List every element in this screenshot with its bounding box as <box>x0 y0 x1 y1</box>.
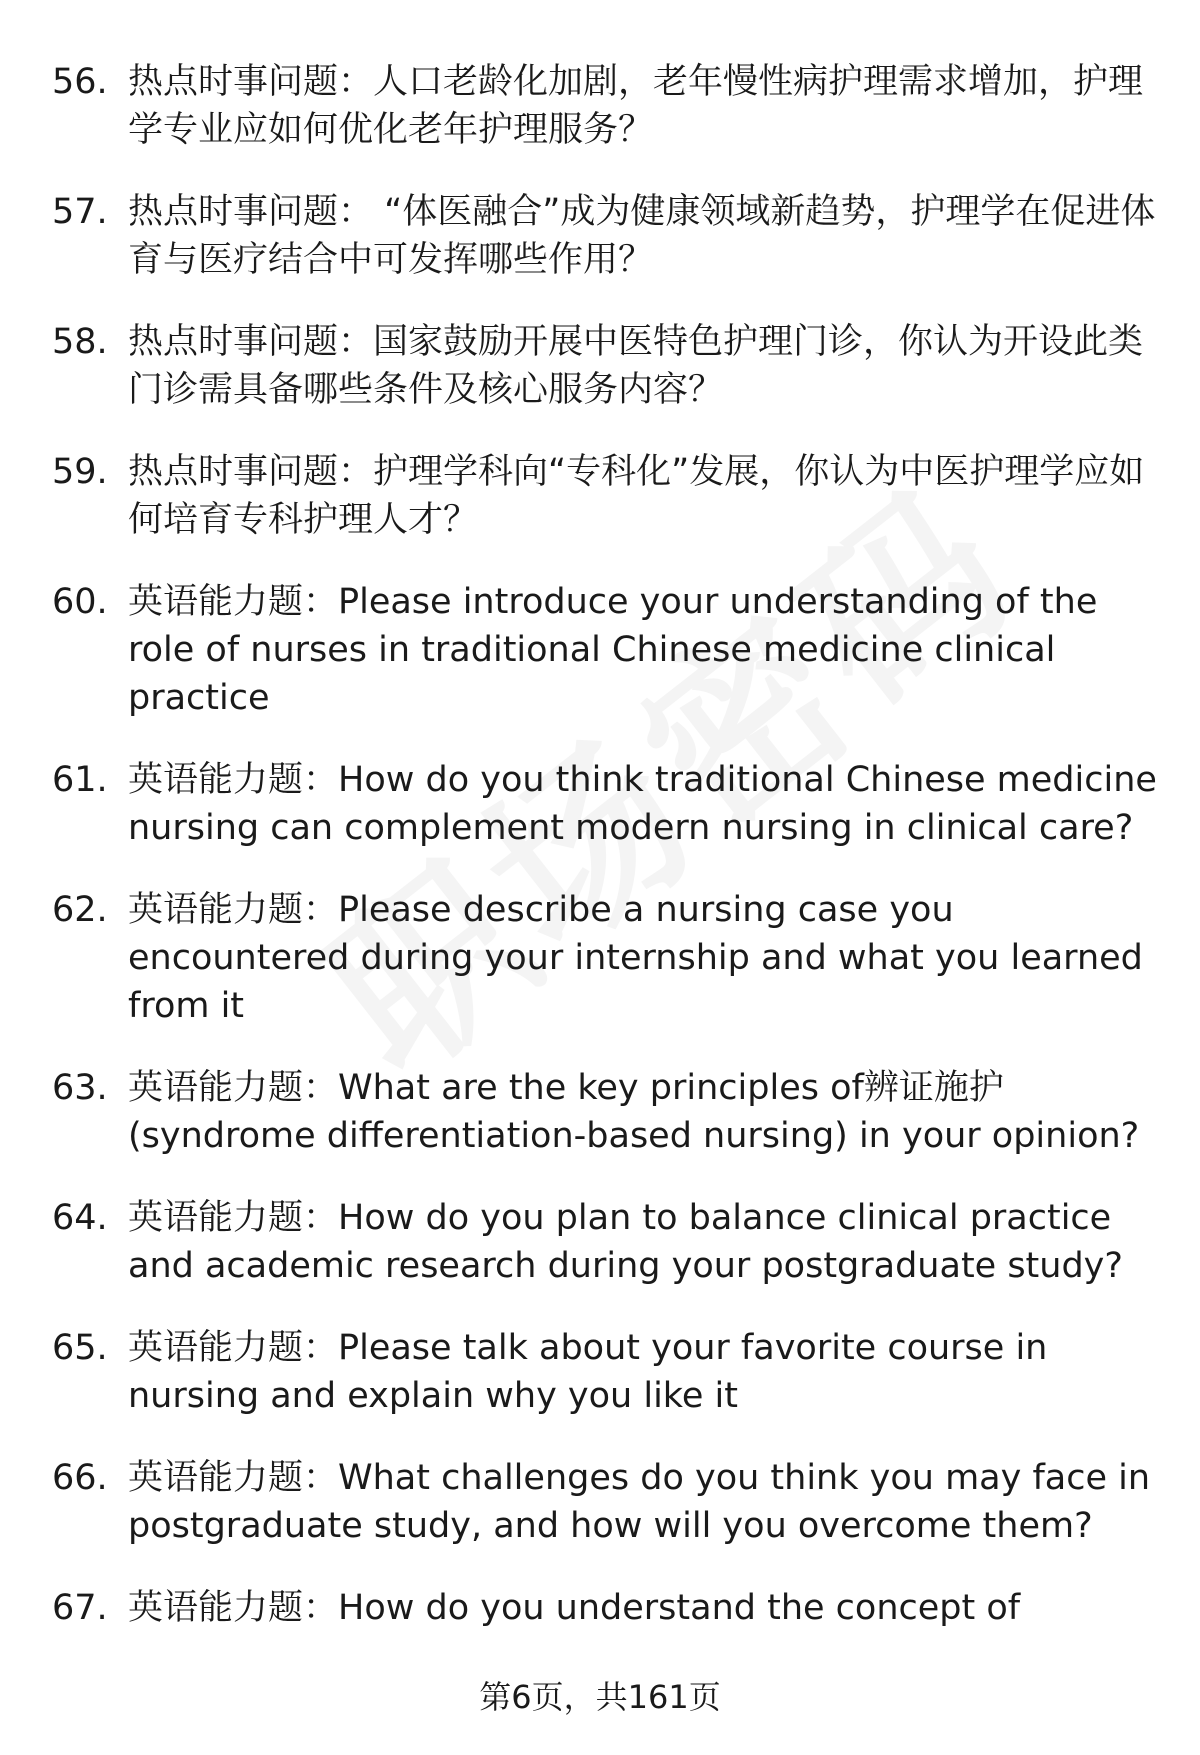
question-text: 英语能力题：Please introduce your understanding of the role of nurses in traditional Chinese medicine clinical practice <box>128 582 1098 718</box>
question-number: 63. <box>52 1068 108 1108</box>
question-item <box>52 1324 1160 1420</box>
question-text: 英语能力题：Please talk about your favorite course in nursing and explain why you like it <box>128 1328 1048 1416</box>
question-item <box>52 1064 1160 1160</box>
question-item <box>52 1454 1160 1550</box>
question-item <box>52 58 1160 154</box>
question-text: 英语能力题：How do you understand the concept of <box>128 1588 1021 1628</box>
question-item <box>52 448 1160 544</box>
question-text: 热点时事问题：护理学科向“专科化”发展，你认为中医护理学应如何培育专科护理人才？ <box>128 452 1145 540</box>
question-number: 56. <box>52 62 108 102</box>
question-number: 65. <box>52 1328 108 1368</box>
question-text: 热点时事问题：人口老龄化加剧，老年慢性病护理需求增加，护理学专业应如何优化老年护理服务？ <box>128 62 1144 150</box>
page-footer: 第6页，共161页 <box>479 1678 721 1716</box>
question-number: 61. <box>52 760 108 800</box>
question-item <box>52 756 1160 852</box>
question-item <box>52 318 1160 414</box>
question-item <box>52 886 1160 1030</box>
question-item <box>52 578 1160 722</box>
question-number: 60. <box>52 582 108 622</box>
question-item <box>52 188 1160 284</box>
question-item <box>52 1584 1160 1632</box>
question-number: 62. <box>52 890 108 930</box>
question-text: 热点时事问题： “体医融合”成为健康领域新趋势，护理学在促进体育与医疗结合中可发挥哪些作用？ <box>128 192 1156 280</box>
question-list <box>52 58 1160 1666</box>
question-number: 59. <box>52 452 108 492</box>
question-number: 58. <box>52 322 108 362</box>
question-text: 英语能力题：What challenges do you think you may face in postgraduate study, and how will you overcome them? <box>128 1458 1151 1546</box>
question-text: 英语能力题：How do you think traditional Chinese medicine nursing can complement modern nursing in clinical care? <box>128 760 1157 848</box>
question-text: 热点时事问题：国家鼓励开展中医特色护理门诊，你认为开设此类门诊需具备哪些条件及核心服务内容？ <box>128 322 1144 410</box>
question-text: 英语能力题：Please describe a nursing case you encountered during your internship and what you learned from it <box>128 890 1143 1026</box>
question-number: 67. <box>52 1588 108 1628</box>
question-number: 64. <box>52 1198 108 1238</box>
question-item <box>52 1194 1160 1290</box>
question-text: 英语能力题：How do you plan to balance clinical practice and academic research during your postgraduate study? <box>128 1198 1123 1286</box>
question-text: 英语能力题：What are the key principles of辨证施护 (syndrome differentiation-based nursing) in your opinion? <box>128 1068 1140 1156</box>
question-number: 66. <box>52 1458 108 1498</box>
question-number: 57. <box>52 192 108 232</box>
